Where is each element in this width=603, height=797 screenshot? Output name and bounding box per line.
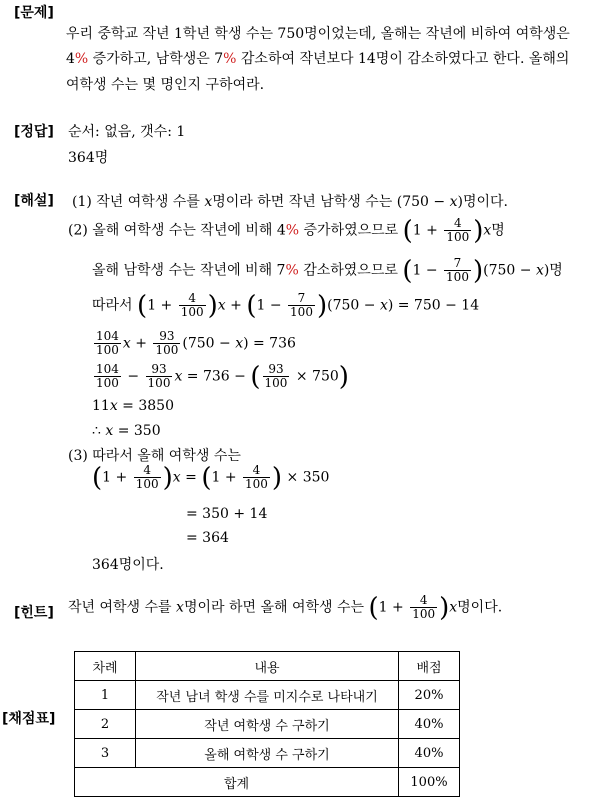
rubric-header-no: 차례 xyxy=(75,652,136,681)
rubric-total-score: 100% xyxy=(399,768,460,797)
problem-line-1: 우리 중학교 작년 1학년 학생 수는 750명이었는데, 올해는 작년에 비하여 여학생은 xyxy=(66,26,570,42)
rubric-row-no: 3 xyxy=(75,739,136,768)
solution-step-2c: 따라서 (1 + $\frac{4}{100}$ )x + (1 − $\frac{7}{100}$ )(750 − x) = 750 − 14 xyxy=(92,290,480,321)
answer-line-1: 순서: 없음, 갯수: 1 xyxy=(68,124,186,140)
answer-line-2: 364명 xyxy=(68,150,109,166)
solution-eq-2: $\frac{104}{100}$ − $\frac{93}{100}$ x = 736 − ( $\frac{93}{100}$ × 750) xyxy=(96,361,349,392)
solution-eq-1: $\frac{104}{100}$ x + $\frac{93}{100}$ (750 − x) = 736 xyxy=(96,329,296,357)
hint-text: 작년 여학생 수를 x명이라 하면 올해 여학생 수는 (1 + $\frac{4}{100}$ )x명이다. xyxy=(68,592,503,623)
solution-conclusion: 364명이다. xyxy=(92,557,164,573)
problem-label: [문제] xyxy=(14,5,54,21)
solution-eq-7: = 364 xyxy=(186,530,229,546)
table-row xyxy=(75,710,460,739)
solution-eq-4: ∴ x = 350 xyxy=(92,423,161,439)
solution-step-2b: 올해 남학생 수는 작년에 비해 7% 감소하였으므로 (1 − $\frac{7}{100}$ )(750 − x)명 xyxy=(92,255,563,286)
rubric-header-score: 배점 xyxy=(399,652,460,681)
rubric-row-content: 작년 남녀 학생 수를 미지수로 나타내기 xyxy=(136,681,399,710)
solution-eq-3: 11x = 3850 xyxy=(92,398,174,414)
rubric-row-score: 20% xyxy=(399,681,460,710)
rubric-total-row xyxy=(75,768,460,797)
rubric-row-no: 2 xyxy=(75,710,136,739)
solution-step-3: (3) 따라서 올해 여학생 수는 xyxy=(68,448,241,464)
rubric-row-content: 올해 여학생 수 구하기 xyxy=(136,739,399,768)
rubric-header-content: 내용 xyxy=(136,652,399,681)
table-row xyxy=(75,739,460,768)
solution-eq-5: (1 + $\frac{4}{100}$ )x = (1 + $\frac{4}{100}$ ) × 350 xyxy=(92,462,330,493)
answer-label: [정답] xyxy=(14,124,54,140)
problem-line-2: 4% 증가하고, 남학생은 7% 감소하여 작년보다 14명이 감소하였다고 한다. 올해의 xyxy=(66,51,570,67)
table-row xyxy=(75,681,460,710)
rubric-label: [채점표] xyxy=(2,711,56,727)
rubric-header-row xyxy=(75,652,460,681)
rubric-table xyxy=(74,651,460,797)
solution-label: [해설] xyxy=(14,193,54,209)
rubric-total-label: 합계 xyxy=(75,768,399,797)
hint-label: [힌트] xyxy=(14,605,54,621)
solution-step-1: (1) 작년 여학생 수를 x명이라 하면 작년 남학생 수는 (750 − x)명이다. xyxy=(72,194,508,210)
problem-line-3: 여학생 수는 몇 명인지 구하여라. xyxy=(66,77,265,93)
rubric-row-no: 1 xyxy=(75,681,136,710)
solution-step-2: (2) 올해 여학생 수는 작년에 비해 4% 증가하였으므로 (1 + $\frac{4}{100}$ )x명 xyxy=(68,215,505,246)
solution-eq-6: = 350 + 14 xyxy=(186,506,268,522)
rubric-row-content: 작년 여학생 수 구하기 xyxy=(136,710,399,739)
rubric-row-score: 40% xyxy=(399,710,460,739)
rubric-row-score: 40% xyxy=(399,739,460,768)
